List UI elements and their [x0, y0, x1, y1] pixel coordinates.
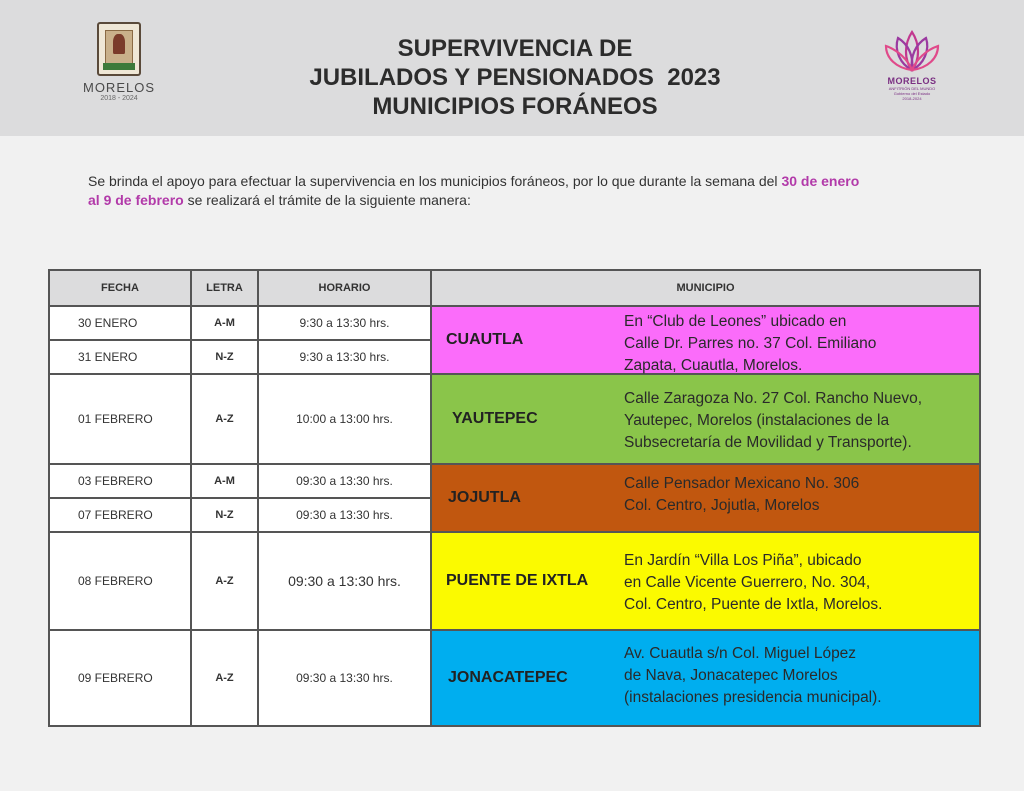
title-line-2: JUBILADOS Y PENSIONADOS 2023	[309, 64, 721, 91]
page-title	[240, 34, 790, 121]
state-coat-of-arms-icon	[97, 22, 141, 76]
logo-left-years: 2018 - 2024	[100, 95, 138, 102]
letra-cell: N-Z	[191, 498, 258, 532]
letra-cell: A-Z	[191, 630, 258, 726]
address-line: Col. Centro, Jojutla, Morelos	[624, 497, 820, 514]
intro-date-start: 30 de enero	[781, 173, 860, 189]
fecha-cell: 30 ENERO	[49, 306, 191, 340]
address-line: (instalaciones presidencia municipal).	[624, 689, 882, 706]
municipio-cell-cuautla	[431, 306, 980, 374]
title-line-1: SUPERVIVENCIA DE	[397, 35, 633, 62]
header-horario: HORARIO	[258, 270, 431, 306]
logo-right-tagline-2: Gobierno del Estado	[893, 91, 931, 96]
letra-cell: A-M	[191, 306, 258, 340]
municipio-name: JONACATEPEC	[448, 669, 568, 686]
municipio-address	[624, 643, 975, 709]
address-line: Yautepec, Morelos (instalaciones de la	[624, 412, 890, 429]
municipio-address	[624, 473, 975, 517]
address-line: en Calle Vicente Guerrero, No. 304,	[624, 574, 871, 591]
municipio-name: PUENTE DE IXTLA	[446, 572, 589, 589]
logo-right-tagline-3: 2018-2024	[902, 96, 922, 101]
horario-cell: 09:30 a 13:30 hrs.	[258, 498, 431, 532]
address-line: Av. Cuautla s/n Col. Miguel López	[624, 645, 857, 662]
intro-text-after: se realizará el trámite de la siguiente manera:	[183, 192, 471, 208]
table-row	[49, 374, 980, 464]
municipio-cell-yautepec	[431, 374, 980, 464]
logo-right-tagline-1: ANFITRIÓN DEL MUNDO	[888, 86, 936, 91]
address-line: Col. Centro, Puente de Ixtla, Morelos.	[624, 596, 883, 613]
horario-cell: 09:30 a 13:30 hrs.	[258, 532, 431, 630]
address-line: Calle Dr. Parres no. 37 Col. Emiliano	[624, 335, 877, 352]
fecha-cell: 03 FEBRERO	[49, 464, 191, 498]
fecha-cell: 09 FEBRERO	[49, 630, 191, 726]
lotus-flower-icon	[882, 26, 942, 76]
municipio-cell-puente-de-ixtla	[431, 532, 980, 630]
address-line: de Nava, Jonacatepec Morelos	[624, 667, 838, 684]
morelos-government-logo	[878, 26, 946, 112]
intro-paragraph	[88, 172, 958, 210]
horario-cell: 09:30 a 13:30 hrs.	[258, 630, 431, 726]
title-line-3: MUNICIPIOS FORÁNEOS	[372, 93, 658, 120]
table-header-row	[49, 270, 980, 306]
letra-cell: N-Z	[191, 340, 258, 374]
address-line: Calle Pensador Mexicano No. 306	[624, 475, 860, 492]
horario-cell: 10:00 a 13:00 hrs.	[258, 374, 431, 464]
municipio-cell-jojutla	[431, 464, 980, 532]
horario-cell: 9:30 a 13:30 hrs.	[258, 306, 431, 340]
fecha-cell: 08 FEBRERO	[49, 532, 191, 630]
fecha-cell: 01 FEBRERO	[49, 374, 191, 464]
letra-cell: A-Z	[191, 374, 258, 464]
schedule-table	[48, 269, 981, 727]
municipio-address	[624, 311, 975, 377]
address-line: Calle Zaragoza No. 27 Col. Rancho Nuevo,	[624, 390, 923, 407]
letra-cell: A-M	[191, 464, 258, 498]
address-line: Subsecretaría de Movilidad y Transporte).	[624, 434, 912, 451]
header-municipio: MUNICIPIO	[431, 270, 980, 306]
letra-cell: A-Z	[191, 532, 258, 630]
table-row	[49, 306, 980, 340]
table-row	[49, 630, 980, 726]
municipio-cell-jonacatepec	[431, 630, 980, 726]
municipio-name: CUAUTLA	[446, 331, 524, 348]
municipio-name: JOJUTLA	[448, 489, 521, 506]
logo-right-name: MORELOS	[887, 76, 937, 86]
horario-cell: 9:30 a 13:30 hrs.	[258, 340, 431, 374]
address-line: En Jardín “Villa Los Piña”, ubicado	[624, 552, 862, 569]
municipio-address	[624, 550, 975, 616]
fecha-cell: 07 FEBRERO	[49, 498, 191, 532]
table-row	[49, 464, 980, 498]
table-row	[49, 532, 980, 630]
header-letra: LETRA	[191, 270, 258, 306]
municipio-address	[624, 388, 975, 454]
municipio-name: YAUTEPEC	[452, 410, 538, 427]
intro-date-end: al 9 de febrero	[88, 192, 184, 208]
fecha-cell: 31 ENERO	[49, 340, 191, 374]
header-fecha: FECHA	[49, 270, 191, 306]
horario-cell: 09:30 a 13:30 hrs.	[258, 464, 431, 498]
intro-text-before: Se brinda el apoyo para efectuar la supervivencia en los municipios foráneos, por lo que durante la semana del	[88, 173, 782, 189]
address-line: En “Club de Leones” ubicado en	[624, 313, 847, 330]
logo-left-name: MORELOS	[82, 80, 155, 95]
address-line: Zapata, Cuautla, Morelos.	[624, 357, 803, 374]
morelos-state-logo	[78, 22, 160, 112]
